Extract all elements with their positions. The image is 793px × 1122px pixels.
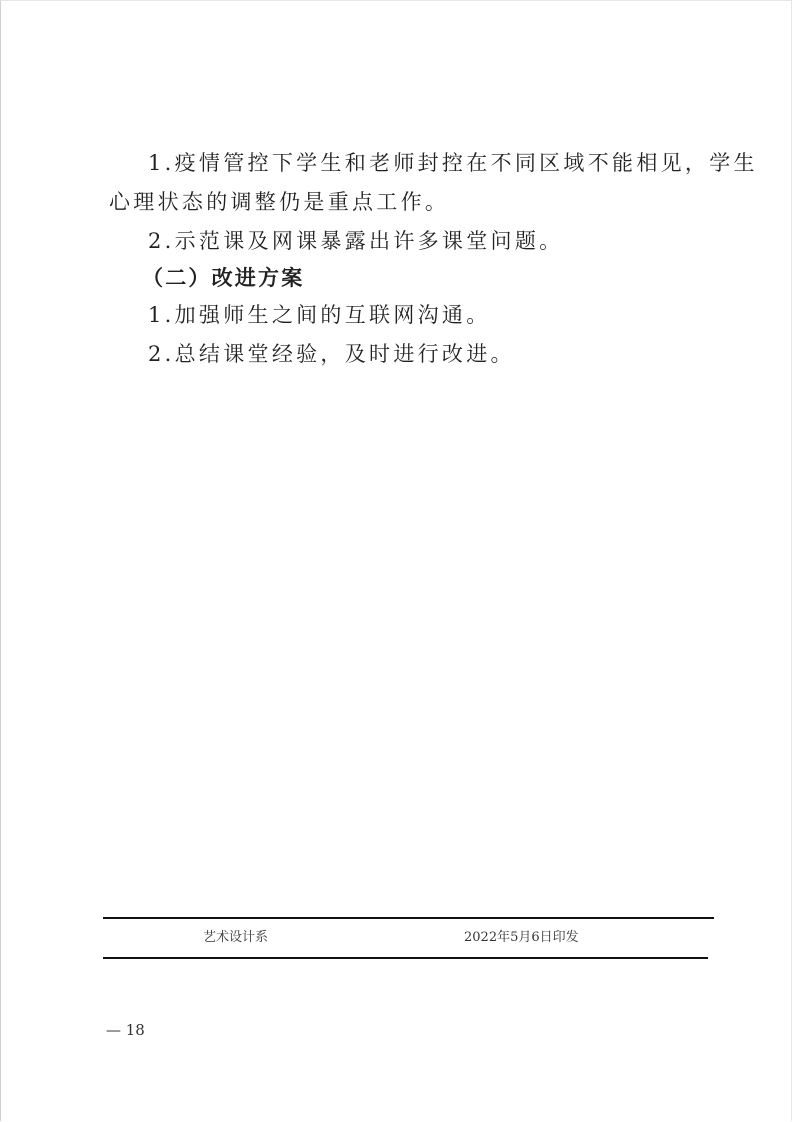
footer-print-date: 2022年5月6日印发 bbox=[464, 930, 579, 945]
body-paragraph: 1.加强师生之间的互联网沟通。 bbox=[148, 303, 491, 327]
body-paragraph: 2.总结课堂经验，及时进行改进。 bbox=[148, 342, 515, 366]
body-paragraph: 2.示范课及网课暴露出许多课堂问题。 bbox=[148, 229, 564, 253]
page-number: — 18 bbox=[106, 1021, 145, 1039]
body-paragraph-line: 1.疫情管控下学生和老师封控在不同区域不能相见，学生 bbox=[148, 151, 758, 175]
footer-issuer: 艺术设计系 bbox=[203, 930, 269, 945]
footer-bottom-rule bbox=[103, 957, 708, 959]
body-paragraph-line: 心理状态的调整仍是重点工作。 bbox=[109, 190, 450, 214]
section-heading: （二）改进方案 bbox=[142, 266, 305, 290]
footer-top-rule bbox=[103, 917, 714, 919]
